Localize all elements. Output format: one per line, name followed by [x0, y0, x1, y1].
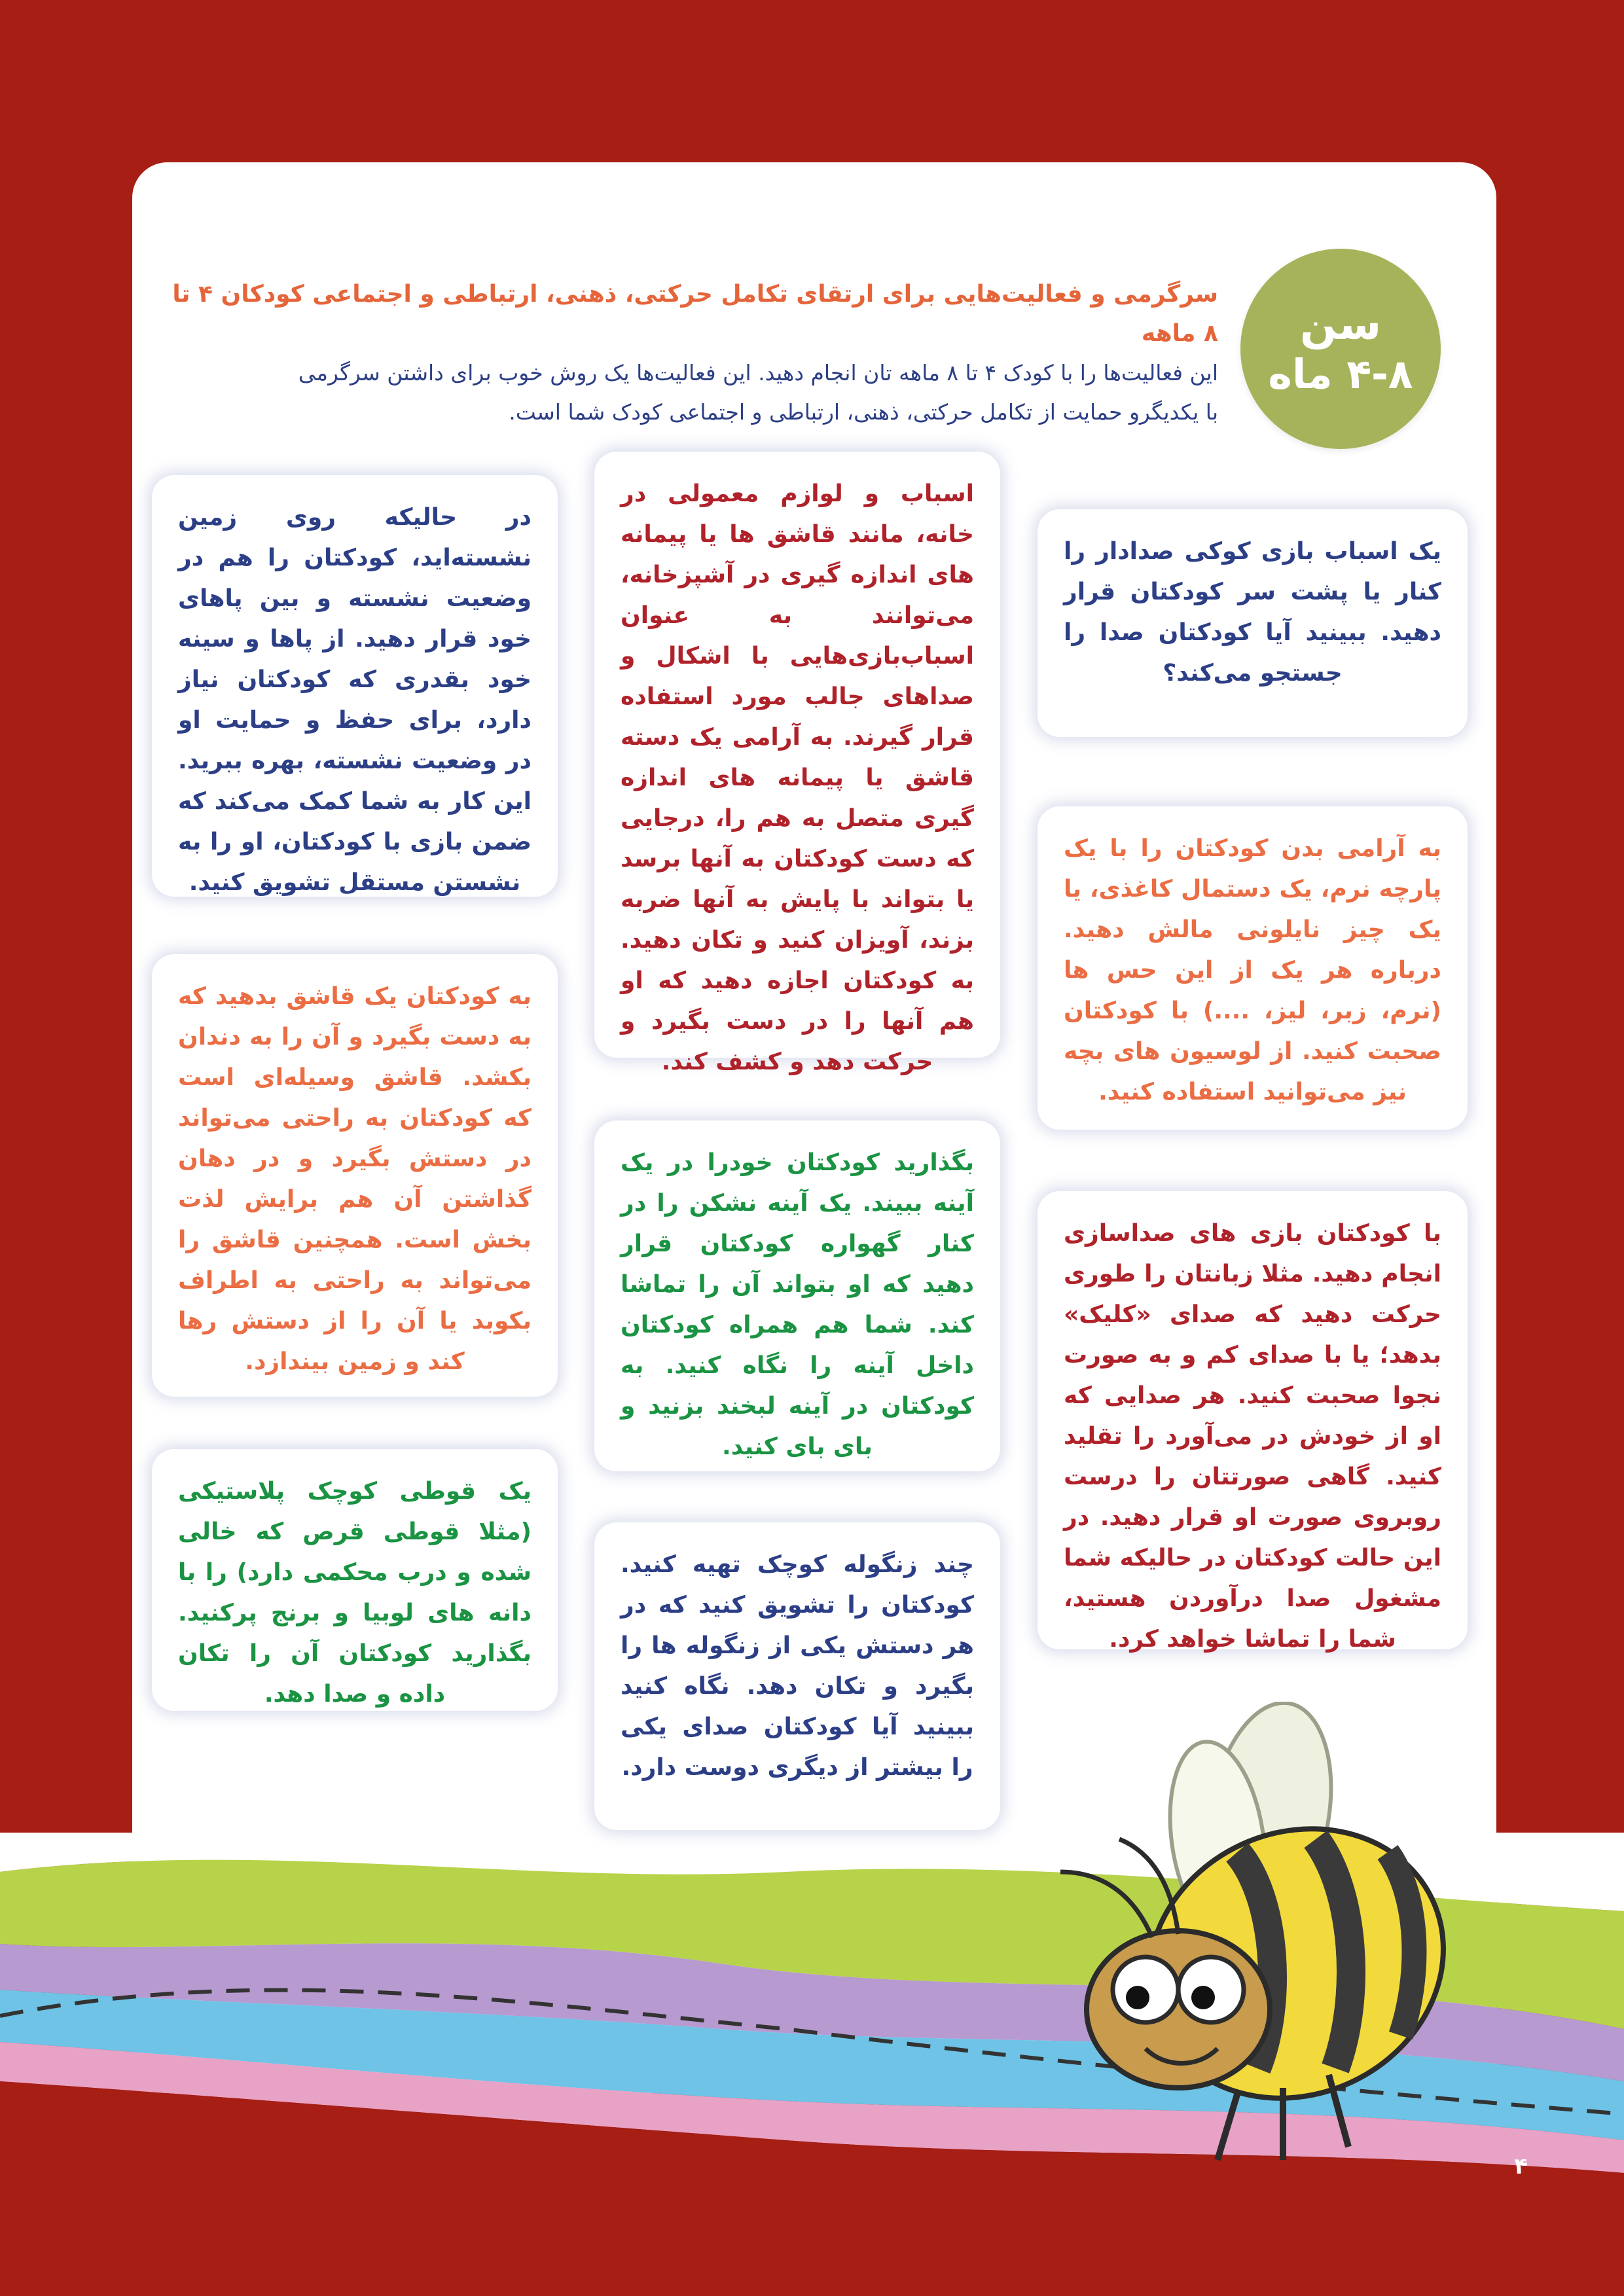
card-bells: چند زنگوله کوچک تهیه کنید. کودکتان را تشویق کنید که در هر دستش یکی از زنگوله ها را بگیرد و تکان دهد. نگاه کنید ببینید آیا کودکتان صدای یکی را بیشتر از دیگری دوست دارد. [594, 1522, 1000, 1830]
intro-title: سرگرمی و فعالیت‌هایی برای ارتقای تکامل حرکتی، ذهنی، ارتباطی و اجتماعی کودکان ۴ تا ۸ ماهه [172, 281, 1218, 347]
bee-pupil-right [1191, 1986, 1215, 2009]
card-kitchen: اسباب و لوازم معمولی در خانه، مانند قاشق ها یا پیمانه های اندازه گیری در آشپزخانه، می‌توانند به عنوان اسباب‌بازی‌هایی با اشکال و صداهای جالب مورد استفاده قرار گیرند. به آرامی یک دسته قاشق یا پیمانه های اندازه گیری متصل به هم را، درجایی که دست کودکتان به آنها برسد یا بتواند با پایش به آنها ضربه بزند، آویزان کنید و تکان دهید. به کودکتان اجازه دهید که او هم آنها را در دست بگیرد و حرکت دهد و کشف کند. [594, 452, 1000, 1058]
bee-pupil-left [1126, 1986, 1149, 2009]
intro-body-line-1: این فعالیت‌ها را با کودک ۴ تا ۸ ماهه تان انجام دهید. این فعالیت‌ها یک روش خوب برای داشتن سرگرمی [298, 360, 1218, 386]
card-sitting: در حالیکه روی زمین نشسته‌اید، کودکتان را هم در وضعیت نشسته و بین پاهای خود قرار دهید. از پاها و سینه خود بقدری که کودکتان نیاز دارد، برای حفظ و حمایت او در وضعیت نشسته، بهره ببرید. این کار به شما کمک می‌کند که ضمن بازی با کودکتان، او را به نشستن مستقل تشویق کنید. [152, 475, 558, 897]
intro-body-line-2: با یکدیگرو حمایت از تکامل حرکتی، ذهنی، ارتباطی و اجتماعی کودک شما است. [509, 399, 1218, 425]
age-badge [1240, 249, 1441, 449]
card-touch: به آرامی بدن کودکتان را با یک پارچه نرم، یک دستمال کاغذی، یا یک چیز نایلونی مالش دهید. درباره هر یک از این حس ها (نرم، زبر، لیز، ....) با کودکتان صحبت کنید. از لوسیون های بچه نیز می‌توانید استفاده کنید. [1038, 806, 1468, 1130]
age-label: سن [1299, 299, 1382, 350]
page-number: ۴ [1514, 2153, 1528, 2179]
card-mirror: بگذارید کودکتان خودرا در یک آینه ببیند. یک آینه نشکن را در کنار گهواره کودکتان قرار دهید که او بتواند آن را تماشا کند. شما هم همراه کودکتان داخل آینه را نگاه کنید. به کودکتان در آینه لبخند بزنید و بای بای کنید. [594, 1121, 1000, 1471]
card-sounds: با کودکتان بازی های صداسازی انجام دهید. مثلا زبانتان را طوری حرکت دهید که صدای «کلیک» بدهد؛ یا با صدای کم و به صورت نجوا صحبت کنید. هر صدایی که او از خودش در می‌آورد را تقلید کنید. گاهی صورتتان را درست روبروی صورت او قرار دهید. در این حالت کودکتان در حالیکه شما مشغول صدا درآوردن هستید، شما را تماشا خواهد کرد. [1038, 1191, 1468, 1649]
card-rattle: یک اسباب بازی کوکی صدادار را کنار یا پشت سر کودکتان قرار دهید. ببینید آیا کودکتان صدا را جستجو می‌کند؟ [1038, 509, 1468, 737]
age-range: ۴-۸ ماه [1268, 350, 1413, 399]
card-spoon: به کودکتان یک قاشق بدهید که به دست بگیرد و آن را به دندان بکشد. قاشق وسیله‌ای است که کودکتان به راحتی می‌تواند در دستش بگیرد و در دهان گذاشتن آن هم برایش لذت بخش است. همچنین قاشق را می‌تواند به راحتی به اطراف بکوبد یا آن را از دستش رها کند و زمین بیندازد. [152, 954, 558, 1397]
card-container: یک قوطی کوچک پلاستیکی (مثلا قوطی قرص که خالی شده و درب محکمی دارد) را با دانه های لوبیا و برنج پرکنید. بگذارید کودکتان آن را تکان داده و صدا دهد. [152, 1449, 558, 1711]
intro-section [171, 275, 1218, 432]
bee-illustration [1021, 1702, 1492, 2199]
bee-antenna-left [1060, 1872, 1152, 1937]
